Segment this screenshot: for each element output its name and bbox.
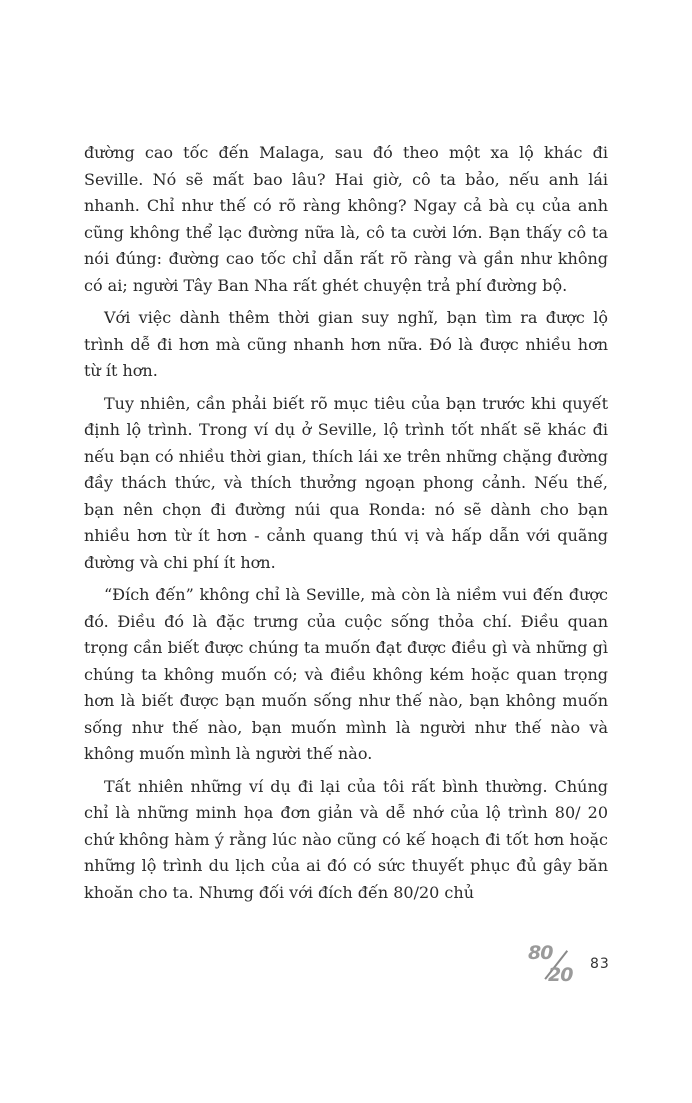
paragraph: “Đích đến” không chỉ là Seville, mà còn là niềm vui đến được đó. Điều đó là đặc trưng của cuộc sống thỏa chí. Điều quan trọng cần biết được chúng ta muốn đạt được điều gì và những gì chúng ta không muốn có; và điều không kém hoặc quan trọng hơn là biết được bạn muốn sống như thế nào, bạn không muốn sống như thế nào, bạn muốn mình là người như thế nào và không muốn mình là người thế nào. (84, 585, 608, 763)
page-number: 83 (590, 956, 610, 972)
logo-bottom-number: 20 (548, 964, 573, 986)
paragraph: đường cao tốc đến Malaga, sau đó theo một xa lộ khác đi Seville. Nó sẽ mất bao lâu? Hai giờ, cô ta bảo, nếu anh lái nhanh. Chỉ như thế có rõ ràng không? Ngay cả bà cụ của anh cũng không thể lạc đường nữa là, cô ta cười lớn. Bạn thấy cô ta nói đúng: đường cao tốc chỉ dẫn rất rõ ràng và gần như không có ai; người Tây Ban Nha rất ghét chuyện trả phí đường bộ. (84, 143, 608, 295)
paragraph: Tất nhiên những ví dụ đi lại của tôi rất bình thường. Chúng chỉ là những minh họa đơn giản và dễ nhớ của lộ trình 80/ 20 chứ không hàm ý rằng lúc nào cũng có kế hoạch đi tốt hơn hoặc những lộ trình du lịch của ai đó có sức thuyết phục đủ gây băn khoăn cho ta. Nhưng đối với đích đến 80/20 chủ (84, 776, 608, 902)
page-footer (524, 942, 614, 990)
paragraph: Với việc dành thêm thời gian suy nghĩ, bạn tìm ra được lộ trình dễ đi hơn mà cũng nhanh hơn nữa. Đó là được nhiều hơn từ ít hơn. (84, 308, 608, 380)
logo-top-number: 80 (528, 942, 553, 964)
body-text (84, 140, 608, 912)
paragraph: Tuy nhiên, cần phải biết rõ mục tiêu của bạn trước khi quyết định lộ trình. Trong ví dụ ở Seville, lộ trình tốt nhất sẽ khác đi nếu bạn có nhiều thời gian, thích lái xe trên những chặng đường đầy thách thức, và thích thưởng ngoạn phong cảnh. Nếu thế, bạn nên chọn đi đường núi qua Ronda: nó sẽ dành cho bạn nhiều hơn từ ít hơn - cảnh quang thú vị và hấp dẫn với quãng đường và chi phí ít hơn. (84, 393, 608, 572)
book-logo (524, 942, 580, 988)
